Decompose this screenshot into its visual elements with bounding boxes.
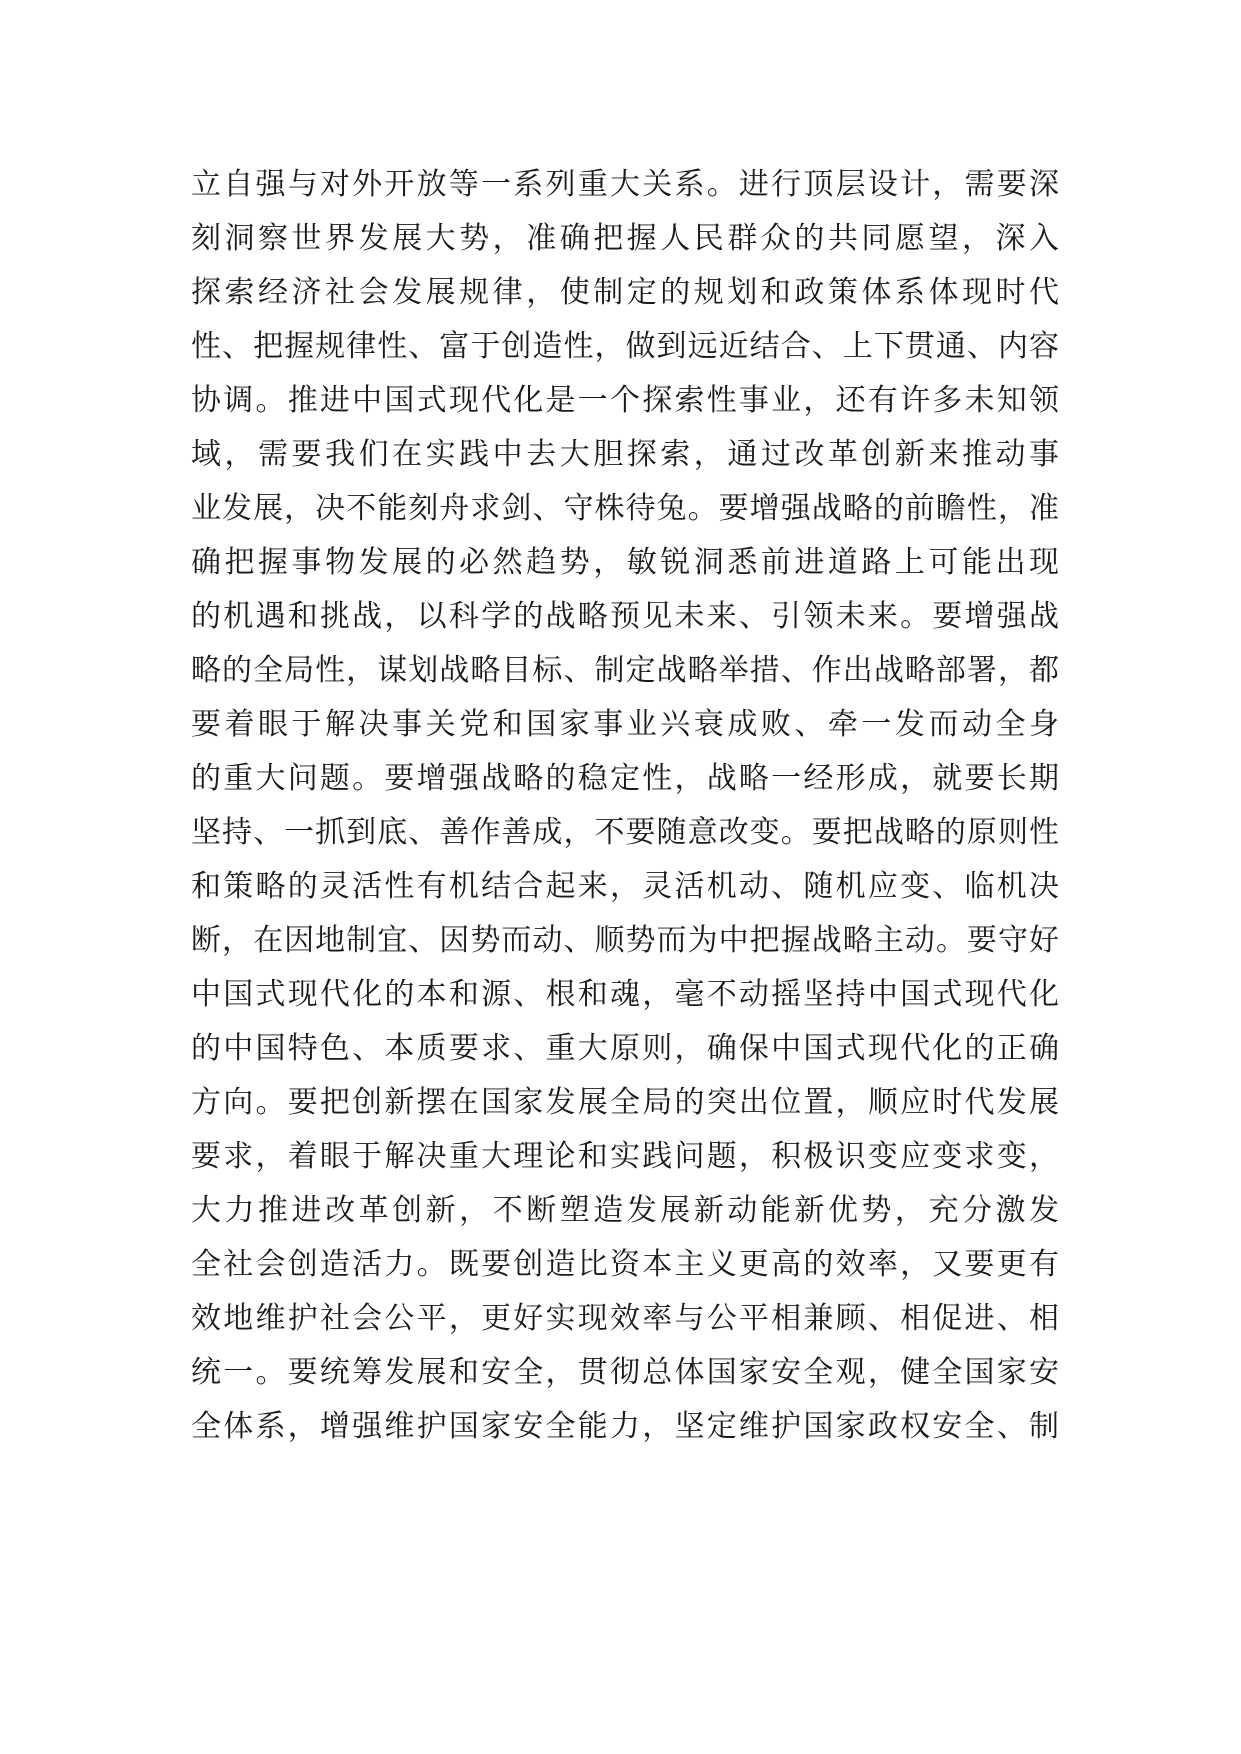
body-text bbox=[191, 158, 1059, 1454]
text-line: 的中国特色、本质要求、重大原则，确保中国式现代化的正确 bbox=[191, 1031, 1059, 1066]
text-line: 域，需要我们在实践中去大胆探索，通过改革创新来推动事 bbox=[191, 437, 1059, 472]
text-line: 探索经济社会发展规律，使制定的规划和政策体系体现时代 bbox=[191, 275, 1059, 310]
text-line: 业发展，决不能刻舟求剑、守株待兔。要增强战略的前瞻性，准 bbox=[191, 491, 1059, 526]
text-line: 略的全局性，谋划战略目标、制定战略举措、作出战略部署，都 bbox=[191, 653, 1059, 688]
text-line: 要着眼于解决事关党和国家事业兴衰成败、牵一发而动全身 bbox=[191, 707, 1059, 742]
text-line: 统一。要统筹发展和安全，贯彻总体国家安全观，健全国家安 bbox=[191, 1355, 1059, 1390]
text-line: 要求，着眼于解决重大理论和实践问题，积极识变应变求变， bbox=[191, 1139, 1059, 1174]
text-line: 的重大问题。要增强战略的稳定性，战略一经形成，就要长期 bbox=[191, 761, 1059, 796]
text-line: 大力推进改革创新，不断塑造发展新动能新优势，充分激发 bbox=[191, 1193, 1059, 1228]
text-line: 刻洞察世界发展大势，准确把握人民群众的共同愿望，深入 bbox=[191, 221, 1059, 256]
text-line: 全体系，增强维护国家安全能力，坚定维护国家政权安全、制 bbox=[191, 1409, 1059, 1444]
text-line: 效地维护社会公平，更好实现效率与公平相兼顾、相促进、相 bbox=[191, 1301, 1059, 1336]
text-line: 立自强与对外开放等一系列重大关系。进行顶层设计，需要深 bbox=[191, 167, 1059, 202]
text-line: 性、把握规律性、富于创造性，做到远近结合、上下贯通、内容 bbox=[191, 329, 1059, 364]
text-line: 断，在因地制宜、因势而动、顺势而为中把握战略主动。要守好 bbox=[191, 923, 1059, 958]
text-line: 全社会创造活力。既要创造比资本主义更高的效率，又要更有 bbox=[191, 1247, 1059, 1282]
text-line: 和策略的灵活性有机结合起来，灵活机动、随机应变、临机决 bbox=[191, 869, 1059, 904]
text-line: 方向。要把创新摆在国家发展全局的突出位置，顺应时代发展 bbox=[191, 1085, 1059, 1120]
text-line: 坚持、一抓到底、善作善成，不要随意改变。要把战略的原则性 bbox=[191, 815, 1059, 850]
text-line: 协调。推进中国式现代化是一个探索性事业，还有许多未知领 bbox=[191, 383, 1059, 418]
text-line: 确把握事物发展的必然趋势，敏锐洞悉前进道路上可能出现 bbox=[191, 545, 1059, 580]
text-line: 中国式现代化的本和源、根和魂，毫不动摇坚持中国式现代化 bbox=[191, 977, 1059, 1012]
text-line: 的机遇和挑战，以科学的战略预见未来、引领未来。要增强战 bbox=[191, 599, 1059, 634]
